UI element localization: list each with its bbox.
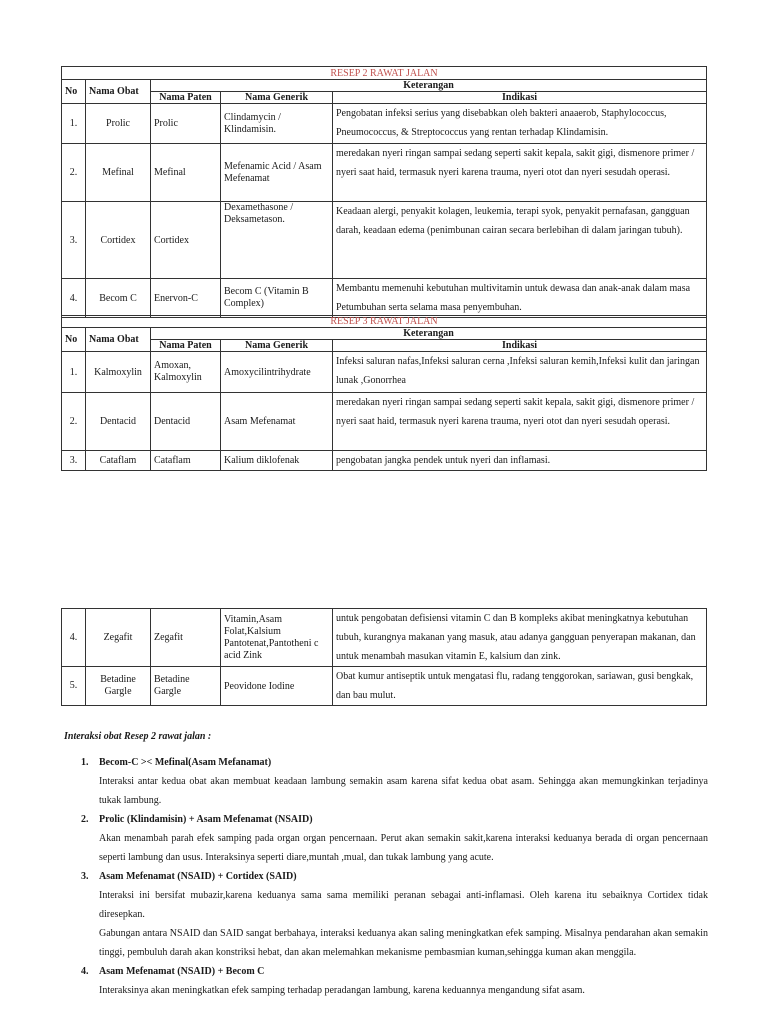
- item-title: Becom-C >< Mefinal(Asam Mefanamat): [99, 757, 272, 768]
- header-nama-obat: Nama Obat: [86, 328, 151, 352]
- row-indikasi: Obat kumur antiseptik untuk mengatasi flu, radang tenggorokan, sariawan, gusi bengkak, dan bau mulut.: [333, 667, 707, 706]
- table-row: [62, 609, 707, 667]
- row-nama-obat: Becom C: [86, 279, 151, 318]
- row-no: 3.: [62, 202, 86, 279]
- header-keterangan: Keterangan: [151, 80, 707, 92]
- item-number: 1.: [81, 757, 89, 768]
- interaksi-item: [64, 962, 708, 1000]
- row-no: 3.: [62, 451, 86, 471]
- row-nama-generik: Becom C (Vitamin B Complex): [221, 279, 333, 318]
- header-indikasi: Indikasi: [333, 340, 707, 352]
- row-indikasi: pengobatan jangka pendek untuk nyeri dan inflamasi.: [333, 451, 707, 471]
- header-no: No: [62, 328, 86, 352]
- table-row: [62, 202, 707, 279]
- table-row: [62, 352, 707, 393]
- header-keterangan: Keterangan: [151, 328, 707, 340]
- interaksi-heading: Interaksi obat Resep 2 rawat jalan :: [64, 731, 212, 742]
- interaksi-item: [64, 753, 708, 810]
- row-nama-obat: Dentacid: [86, 393, 151, 451]
- row-nama-paten: Amoxan, Kalmoxylin: [151, 352, 221, 393]
- interaksi-item: [64, 810, 708, 867]
- row-nama-paten: Dentacid: [151, 393, 221, 451]
- row-indikasi: Keadaan alergi, penyakit kolagen, leukemia, terapi syok, penyakit pernafasan, gangguan darah, keadaan edema (penimbunan cairan secara berlebihan di dalam jaringan tubuh).: [333, 202, 707, 279]
- row-nama-obat: Kalmoxylin: [86, 352, 151, 393]
- item-title: Asam Mefenamat (NSAID) + Cortidex (SAID): [99, 871, 297, 882]
- row-no: 4.: [62, 279, 86, 318]
- row-nama-obat: Cataflam: [86, 451, 151, 471]
- row-nama-generik: Asam Mefenamat: [221, 393, 333, 451]
- row-no: 1.: [62, 104, 86, 144]
- row-nama-obat: Cortidex: [86, 202, 151, 279]
- table-row: [62, 451, 707, 471]
- row-no: 1.: [62, 352, 86, 393]
- resep-3-table-continued: [61, 608, 707, 706]
- row-nama-paten: Cortidex: [151, 202, 221, 279]
- row-nama-obat: Zegafit: [86, 609, 151, 667]
- item-paragraph: Interaksi ini bersifat mubazir,karena keduanya sama sama memiliki peranan sebagai anti-inflamasi. Oleh karena itu sebaiknya Cortidex tidak diresepkan.: [99, 890, 708, 920]
- section-title: RESEP 2 RAWAT JALAN: [62, 67, 707, 80]
- header-nama-generik: Nama Generik: [221, 340, 333, 352]
- item-paragraph: Interaksi antar kedua obat akan membuat keadaan lambung semakin asam karena sifat kedua obat asam. Sehingga akan memungkinkan terjadinya tukak lambung.: [99, 776, 708, 806]
- row-nama-obat: Prolic: [86, 104, 151, 144]
- row-nama-paten: Zegafit: [151, 609, 221, 667]
- item-number: 3.: [81, 871, 89, 882]
- item-number: 2.: [81, 814, 89, 825]
- header-nama-paten: Nama Paten: [151, 340, 221, 352]
- row-nama-paten: Enervon-C: [151, 279, 221, 318]
- item-paragraph: Akan menambah parah efek samping pada organ organ pencernaan. Perut akan semakin sakit,karena interaksi keduanya berada di organ pencernaan seperti lambung dan usus. Interaksinya seperti diare,muntah ,mual, dan tukak lambung yang acute.: [99, 833, 708, 863]
- resep-2-table: [61, 66, 707, 318]
- interaksi-section: [64, 727, 708, 1000]
- header-nama-generik: Nama Generik: [221, 92, 333, 104]
- interaksi-item: [64, 867, 708, 962]
- table-row: [62, 279, 707, 318]
- row-nama-paten: Betadine Gargle: [151, 667, 221, 706]
- row-no: 4.: [62, 609, 86, 667]
- item-paragraph: Gabungan antara NSAID dan SAID sangat berbahaya, interaksi keduanya akan saling meningkatkan efek samping. Misalnya pendarahan akan semakin tinggi, pembuluh darah akan konstriksi hebat, dan akan melemahkan mekanisme pembasmian kuman,sehingga kuman akan menggila.: [99, 928, 708, 958]
- row-nama-generik: Peovidone Iodine: [221, 667, 333, 706]
- row-nama-paten: Mefinal: [151, 144, 221, 202]
- row-nama-generik: Vitamin,Asam Folat,Kalsium Pantotenat,Pantotheni c acid Zink: [221, 609, 333, 667]
- row-nama-generik: Dexamethasone / Deksametason.: [221, 202, 333, 279]
- item-number: 4.: [81, 966, 89, 977]
- row-nama-paten: Cataflam: [151, 451, 221, 471]
- header-nama-paten: Nama Paten: [151, 92, 221, 104]
- row-no: 2.: [62, 393, 86, 451]
- item-paragraph: Interaksinya akan meningkatkan efek samping terhadap peradangan lambung, karena keduannya mengandung sifat asam.: [99, 985, 585, 996]
- row-nama-generik: Mefenamic Acid / Asam Mefenamat: [221, 144, 333, 202]
- row-nama-generik: Amoxycilintrihydrate: [221, 352, 333, 393]
- header-nama-obat: Nama Obat: [86, 80, 151, 104]
- row-indikasi: Pengobatan infeksi serius yang disebabkan oleh bakteri anaaerob, Staphylococcus, Pneumococcus, & Streptococcus yang rentan terhadap Klindamisin.: [333, 104, 707, 144]
- row-indikasi: meredakan nyeri ringan sampai sedang seperti sakit kepala, sakit gigi, dismenore primer / nyeri saat haid, termasuk nyeri karena trauma, nyeri otot dan nyeri sesudah operasi.: [333, 144, 707, 202]
- row-nama-generik: Clindamycin / Klindamisin.: [221, 104, 333, 144]
- row-indikasi: Membantu memenuhi kebutuhan multivitamin untuk dewasa dan anak-anak dalam masa Petumbuhan serta selama masa penyembuhan.: [333, 279, 707, 318]
- item-title: Asam Mefenamat (NSAID) + Becom C: [99, 966, 265, 977]
- resep-3-table: [61, 315, 707, 471]
- row-indikasi: meredakan nyeri ringan sampai sedang seperti sakit kepala, sakit gigi, dismenore primer / nyeri saat haid, termasuk nyeri karena trauma, nyeri otot dan nyeri sesudah operasi.: [333, 393, 707, 451]
- row-nama-obat: Betadine Gargle: [86, 667, 151, 706]
- row-indikasi: untuk pengobatan defisiensi vitamin C dan B kompleks akibat meningkatnya kebutuhan tubuh, kurangnya makanan yang masuk, atau adanya gangguan penyerapan makanan, dan untuk menambah masukan vitamin E, kalsium dan zink.: [333, 609, 707, 667]
- row-indikasi: Infeksi saluran nafas,Infeksi saluran cerna ,Infeksi saluran kemih,Infeksi kulit dan jaringan lunak ,Gonorrhea: [333, 352, 707, 393]
- row-no: 2.: [62, 144, 86, 202]
- header-indikasi: Indikasi: [333, 92, 707, 104]
- row-nama-generik: Kalium diklofenak: [221, 451, 333, 471]
- table-row: [62, 144, 707, 202]
- item-title: Prolic (Klindamisin) + Asam Mefenamat (NSAID): [99, 814, 313, 825]
- row-nama-obat: Mefinal: [86, 144, 151, 202]
- table-row: [62, 667, 707, 706]
- row-no: 5.: [62, 667, 86, 706]
- section-title: RESEP 3 RAWAT JALAN: [62, 316, 707, 328]
- table-row: [62, 104, 707, 144]
- table-row: [62, 393, 707, 451]
- header-no: No: [62, 80, 86, 104]
- row-nama-paten: Prolic: [151, 104, 221, 144]
